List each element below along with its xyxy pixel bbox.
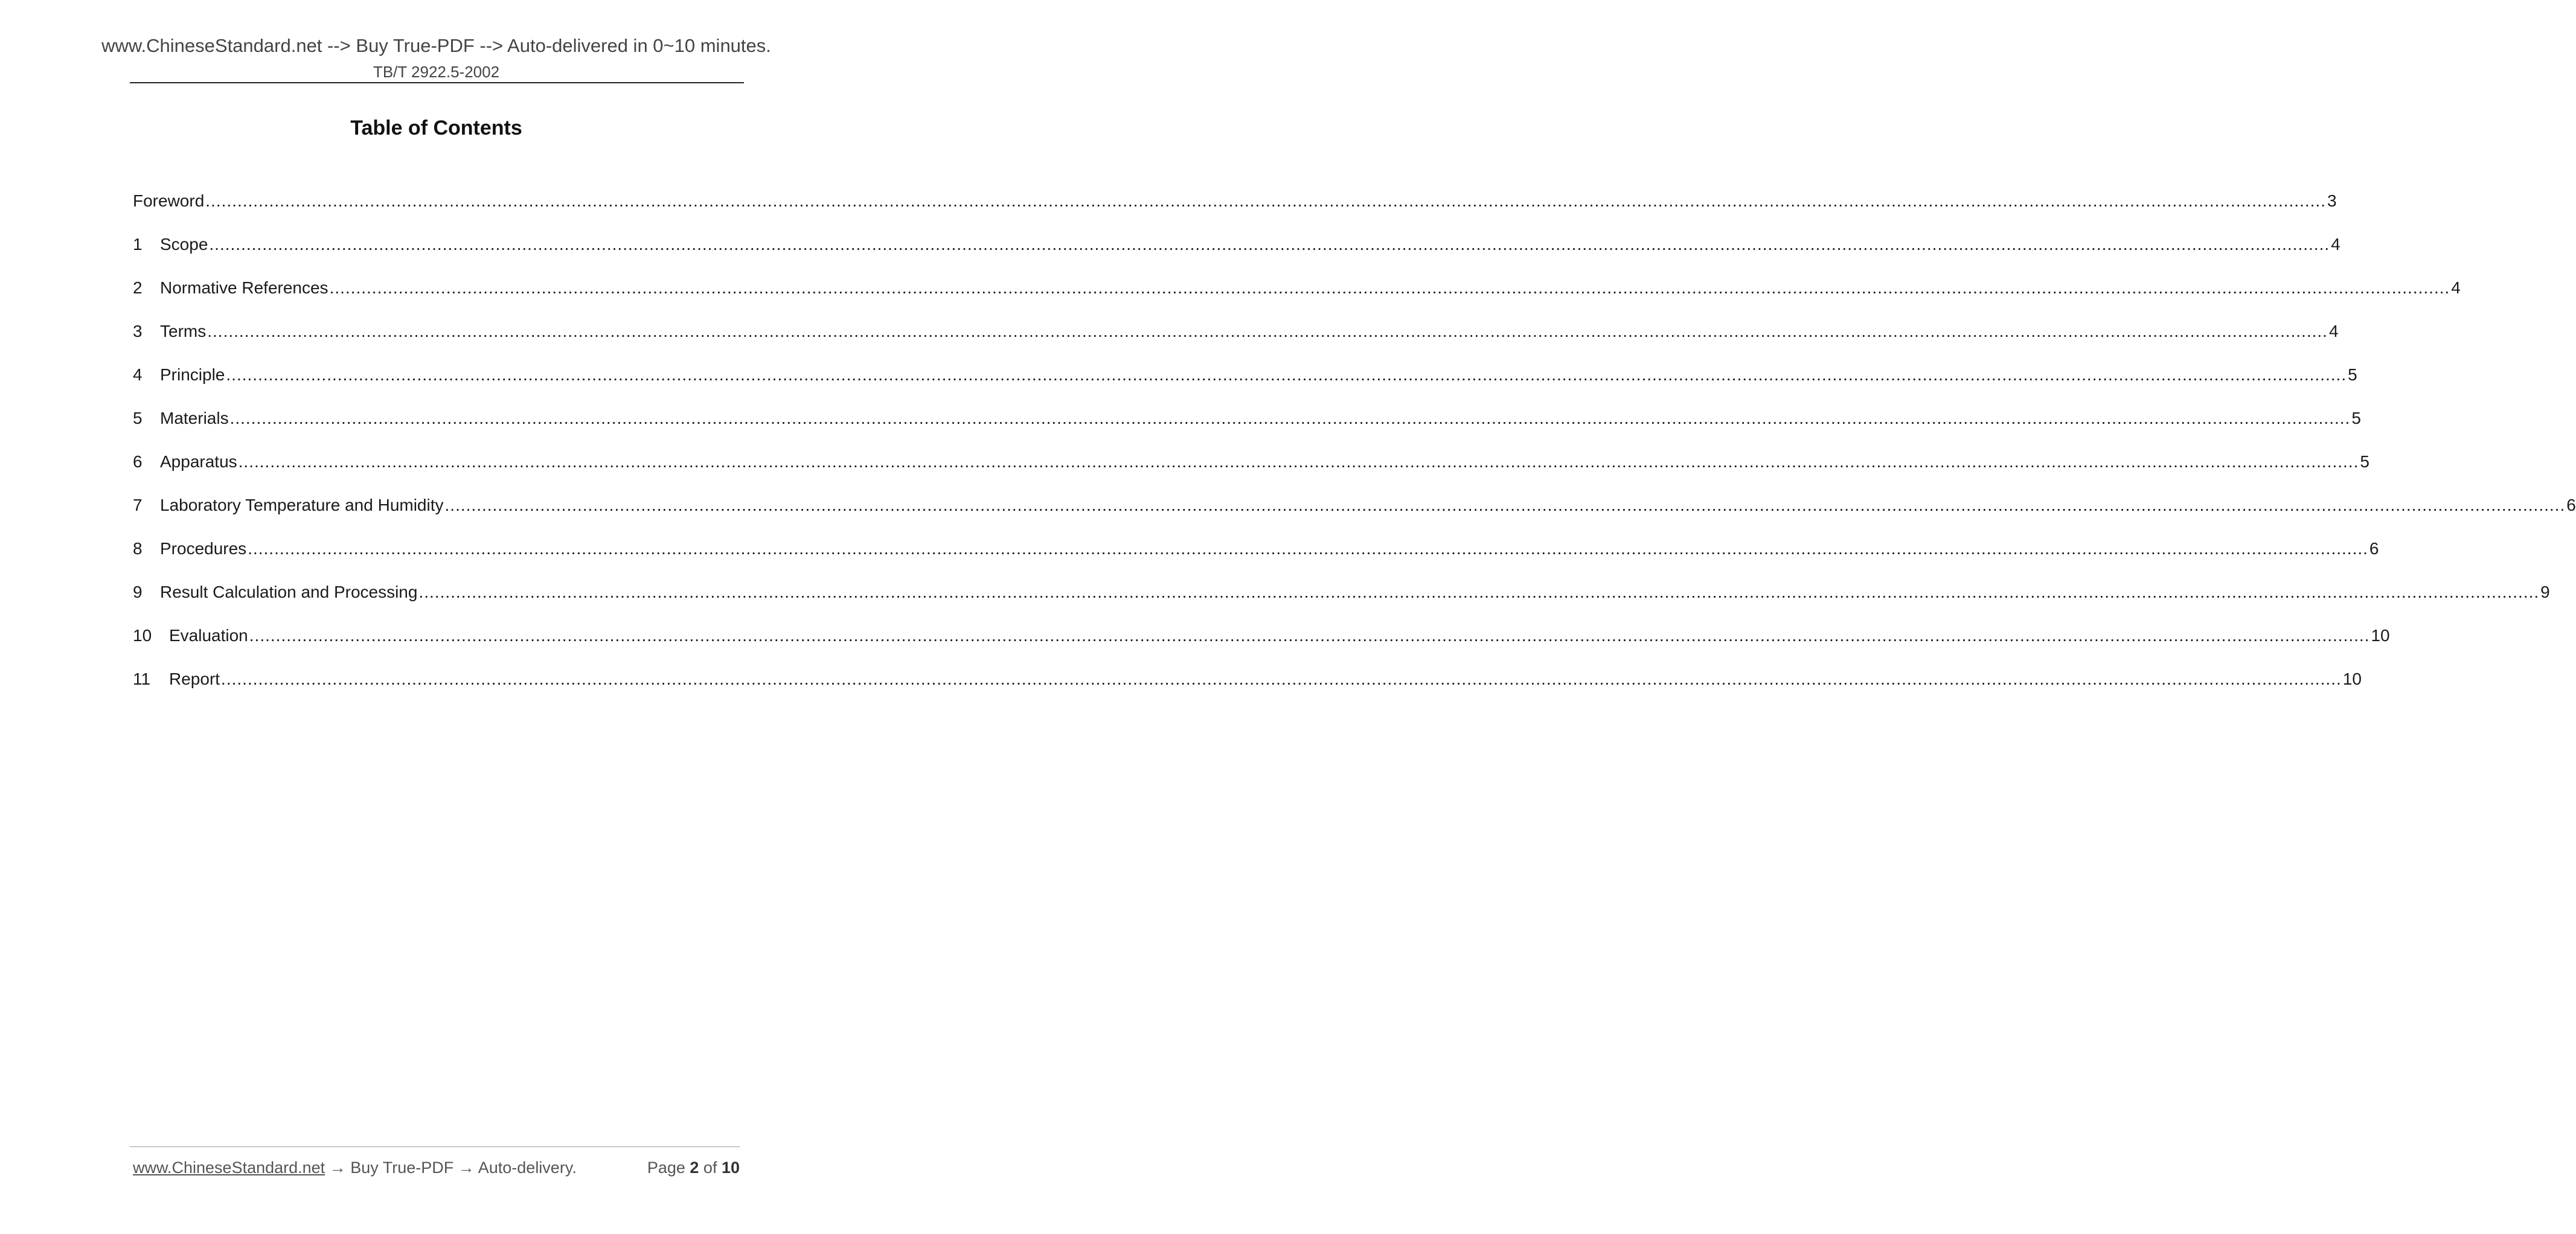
toc-entry-label: Report	[169, 670, 220, 688]
toc-entry-number: 7	[133, 496, 143, 514]
toc-entry-page: 5	[2360, 452, 2369, 471]
footer-site-link[interactable]: www.ChineseStandard.net	[133, 1159, 325, 1177]
toc-dot-leader: ................................................................................................................................................................................................................................................................................................................................................................................................................	[209, 235, 2330, 254]
toc-entry-label: Apparatus	[160, 452, 237, 471]
toc-entry-page: 10	[2371, 626, 2390, 645]
toc-entry-label: Normative References	[160, 278, 328, 297]
toc-entry-label: Procedures	[160, 539, 247, 558]
toc-dot-leader: ................................................................................................................................................................................................................................................................................................................................................................................................................	[229, 409, 2351, 427]
toc-entry-number: 1	[133, 235, 143, 254]
toc-entry-number: 2	[133, 278, 143, 297]
toc-dot-leader: ................................................................................................................................................................................................................................................................................................................................................................................................................	[329, 278, 2450, 297]
toc-dot-leader: ................................................................................................................................................................................................................................................................................................................................................................................................................	[249, 626, 2370, 645]
toc-dot-leader: ................................................................................................................................................................................................................................................................................................................................................................................................................	[444, 496, 2566, 514]
toc-entry-number: 8	[133, 539, 143, 558]
toc-dot-leader: ................................................................................................................................................................................................................................................................................................................................................................................................................	[221, 670, 2342, 688]
toc-entry[interactable]	[133, 232, 2341, 276]
toc-title: Table of Contents	[350, 117, 522, 139]
toc-entry[interactable]	[133, 450, 2369, 493]
toc-entry-page: 9	[2540, 583, 2550, 601]
toc-dot-leader: ................................................................................................................................................................................................................................................................................................................................................................................................................	[207, 322, 2328, 340]
footer-source	[133, 1159, 577, 1177]
page-total: 10	[721, 1159, 740, 1177]
footer-divider	[130, 1146, 740, 1147]
page-current: 2	[690, 1159, 699, 1177]
toc-entry-label: Terms	[160, 322, 207, 340]
toc-entry-page: 3	[2327, 191, 2337, 210]
toc-entry-label: Laboratory Temperature and Humidity	[160, 496, 444, 514]
toc-entry-number: 6	[133, 452, 143, 471]
toc-entry[interactable]	[133, 189, 2337, 232]
toc-dot-leader: ................................................................................................................................................................................................................................................................................................................................................................................................................	[248, 539, 2368, 558]
toc-entry-page: 4	[2451, 278, 2461, 297]
toc-entry-page: 6	[2566, 496, 2576, 514]
toc-entry-page: 5	[2348, 365, 2357, 384]
toc-entry-label: Evaluation	[169, 626, 248, 645]
toc-entry[interactable]	[133, 276, 2461, 319]
toc-entry-number: 5	[133, 409, 143, 427]
page-number	[647, 1159, 740, 1177]
toc-entry[interactable]	[133, 667, 2362, 711]
toc-dot-leader: ................................................................................................................................................................................................................................................................................................................................................................................................................	[205, 191, 2326, 210]
footer-tagline: → Buy True-PDF → Auto-delivery.	[325, 1159, 577, 1177]
toc-entry[interactable]	[133, 319, 2339, 363]
toc-entry-label: Materials	[160, 409, 229, 427]
table-of-contents	[133, 189, 2576, 711]
toc-entry-number: 9	[133, 583, 143, 601]
document-code: TB/T 2922.5-2002	[373, 63, 500, 81]
toc-entry-page: 4	[2328, 322, 2339, 340]
toc-entry-number: 10	[133, 626, 152, 645]
toc-entry-number: 3	[133, 322, 143, 340]
source-banner: www.ChineseStandard.net --> Buy True-PDF --> Auto-delivered in 0~10 minutes.	[101, 35, 771, 56]
toc-dot-leader: ................................................................................................................................................................................................................................................................................................................................................................................................................	[418, 583, 2540, 601]
toc-entry[interactable]	[133, 363, 2357, 406]
toc-entry[interactable]	[133, 537, 2379, 580]
toc-entry-page: 6	[2369, 539, 2379, 558]
toc-entry[interactable]	[133, 493, 2576, 537]
toc-entry-label: Scope	[160, 235, 208, 254]
header-divider	[130, 82, 744, 83]
toc-entry[interactable]	[133, 624, 2390, 667]
toc-entry-label: Foreword	[133, 191, 205, 210]
toc-dot-leader: ................................................................................................................................................................................................................................................................................................................................................................................................................	[238, 452, 2359, 471]
toc-entry-page: 4	[2331, 235, 2341, 254]
page-prefix: Page	[647, 1159, 690, 1177]
toc-entry-page: 5	[2351, 409, 2361, 427]
toc-entry-label: Result Calculation and Processing	[160, 583, 418, 601]
toc-entry[interactable]	[133, 580, 2550, 624]
toc-entry-number: 4	[133, 365, 143, 384]
toc-entry-page: 10	[2342, 670, 2362, 688]
toc-entry[interactable]	[133, 406, 2361, 450]
toc-entry-label: Principle	[160, 365, 225, 384]
page-of: of	[699, 1159, 722, 1177]
toc-dot-leader: ................................................................................................................................................................................................................................................................................................................................................................................................................	[226, 365, 2347, 384]
toc-entry-number: 11	[133, 670, 151, 688]
